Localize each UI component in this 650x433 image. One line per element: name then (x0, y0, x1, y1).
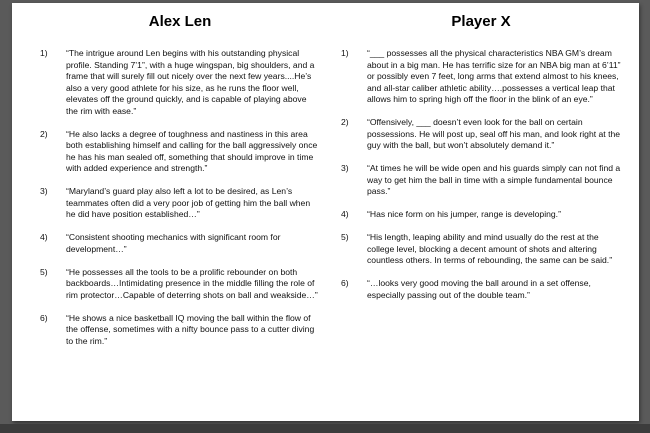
left-item-5 (40, 267, 320, 302)
item-number: 5) (341, 232, 349, 242)
item-text: “Offensively, ___ doesn’t even look for the ball on certain possessions. He will post up, seal off his man, and look right at the guy with the ball, but won’t absolutely demand it.” (367, 117, 621, 150)
left-column (40, 13, 320, 359)
item-number: 1) (341, 48, 349, 58)
item-number: 6) (341, 278, 349, 288)
document-page (12, 3, 639, 421)
right-item-5 (341, 232, 621, 267)
item-text: “At times he will be wide open and his guards simply can not find a way to get him the ball in time with a simple fundamental bounce pass.” (367, 163, 621, 196)
left-column-title: Alex Len (148, 13, 212, 30)
item-text: “Has nice form on his jumper, range is developing.” (367, 209, 561, 219)
right-item-3 (341, 163, 621, 198)
item-number: 6) (40, 312, 48, 323)
right-item-2 (341, 117, 621, 152)
item-text: “He shows a nice basketball IQ moving the ball within the flow of the offense, sometimes with a nifty bounce pass to a cutter diving to the rim.” (66, 312, 315, 346)
left-item-6 (40, 313, 320, 348)
item-number: 2) (341, 117, 349, 127)
right-item-1 (341, 48, 621, 106)
item-text: “___ possesses all the physical characteristics NBA GM’s dream about in a big man. He has terrific size for an NBA big man at 6’11” or possibly even 7 feet, long arms that extend almost to his knees, and all-star caliber athletic ability….possesses a vertical leap that allows him to spring high off the floor in the blink of an eye.” (367, 48, 621, 104)
item-number: 4) (341, 209, 349, 219)
left-item-2 (40, 129, 320, 175)
right-column-title: Player X (451, 13, 511, 30)
left-item-1 (40, 48, 320, 117)
bottom-bar (0, 424, 650, 433)
item-number: 4) (40, 232, 48, 242)
item-text: “Maryland’s guard play also left a lot to be desired, as Len’s teammates often did a very poor job of getting him the ball when he did have position established…” (66, 186, 311, 219)
item-number: 1) (40, 48, 48, 58)
item-number: 2) (40, 128, 48, 139)
item-text: “He possesses all the tools to be a prolific rebounder on both backboards…Intimidating presence in the middle filling the role of rim protector…Capable of deterring shots on ball and weakside…” (66, 266, 318, 300)
item-text: “…looks very good moving the ball around in a set offense, especially passing out of the double team.” (367, 278, 591, 300)
item-text: “He also lacks a degree of toughness and nastiness in this area both establishing himself and calling for the ball aggressively once he has his man sealed off, something that should improve in time with added experience and strength.” (66, 128, 318, 173)
item-number: 3) (341, 163, 349, 173)
item-number: 3) (40, 186, 48, 196)
left-item-4 (40, 232, 320, 255)
item-number: 5) (40, 266, 48, 277)
right-column (341, 13, 621, 313)
right-item-4 (341, 209, 621, 221)
left-item-3 (40, 186, 320, 221)
item-text: “His length, leaping ability and mind usually do the rest at the college level, blocking a decent amount of shots and altering countless others. In terms of rebounding, the same can be said.” (367, 232, 613, 265)
right-item-6 (341, 278, 621, 301)
item-text: “The intrigue around Len begins with his outstanding physical profile. Standing 7’1”, with a huge wingspan, big shoulders, and a frame that will surely fill out nicely over the next few years....He’s also a very good athlete for his size, as he runs the floor well, elevates off the ground quickly, and is capable of playing above the rim with ease.” (66, 48, 315, 116)
item-text: “Consistent shooting mechanics with significant room for development…” (66, 232, 281, 254)
